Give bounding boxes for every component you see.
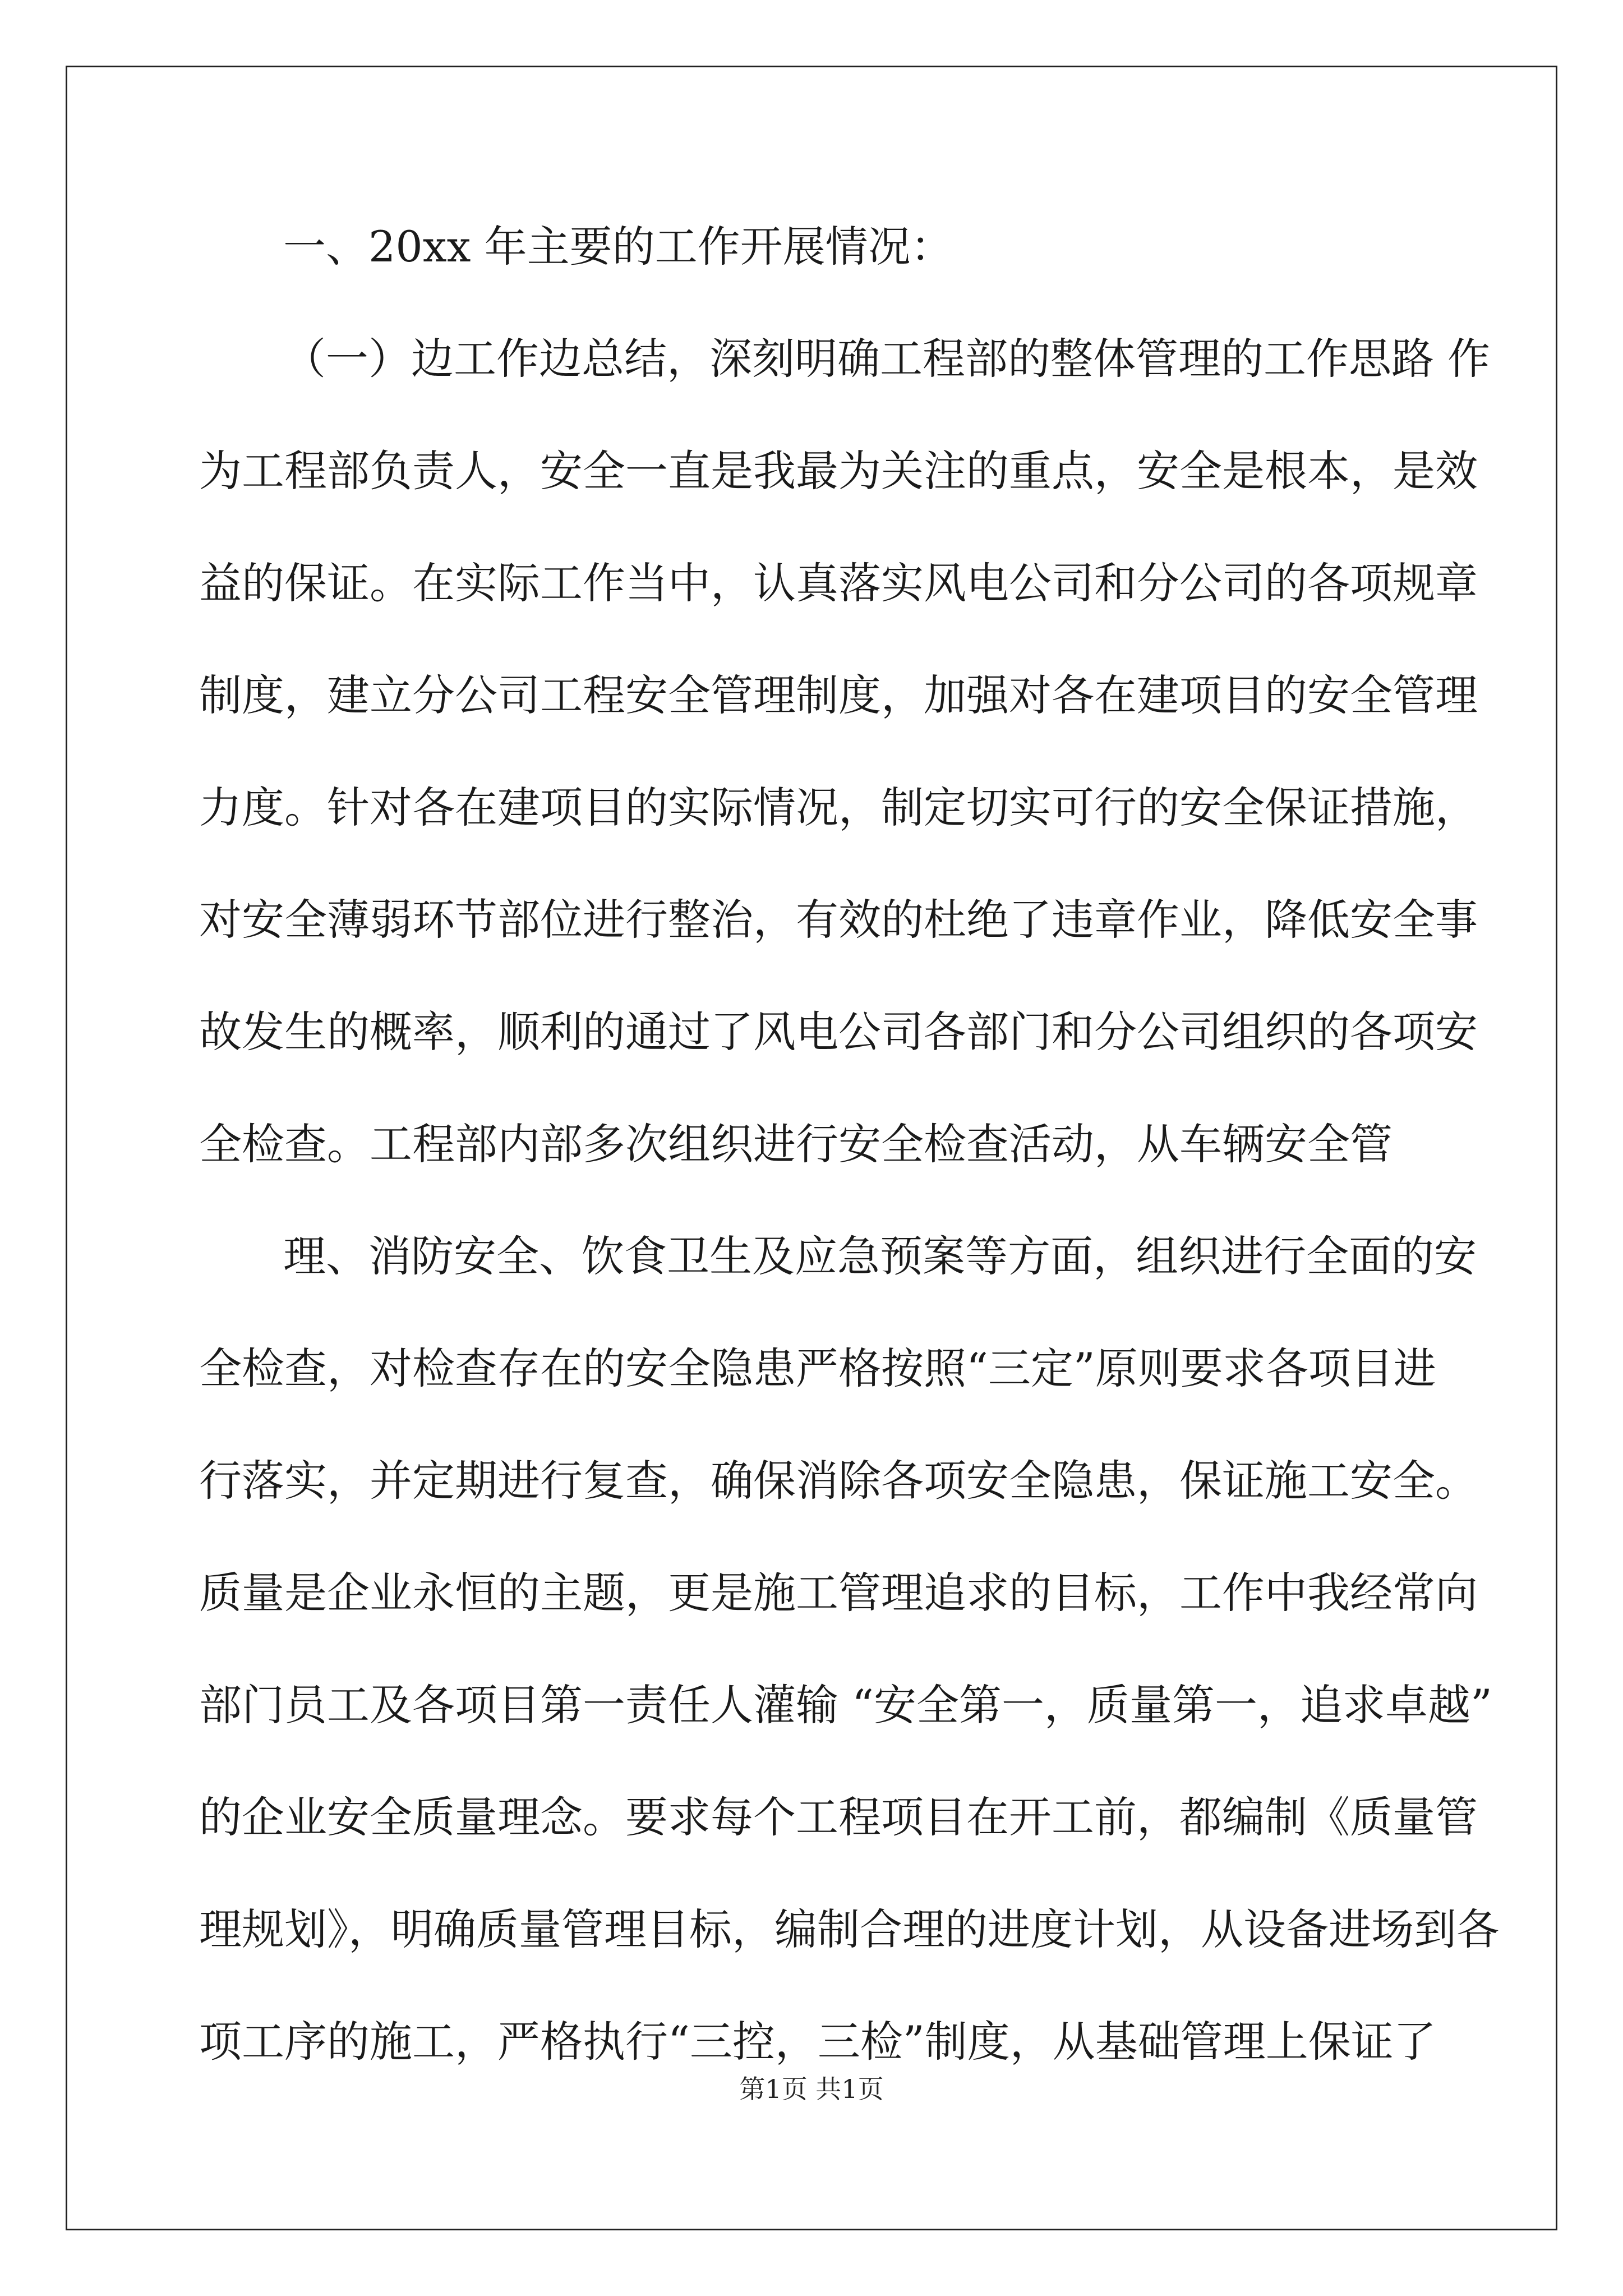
paragraph-line: 部门员工及各项目第一责任人灌输 “安全第一，质量第一，追求卓越” bbox=[199, 1680, 1492, 1730]
paragraph-line: 理规划》，明确质量管理目标，编制合理的进度计划，从设备进场到各 bbox=[199, 1904, 1499, 1954]
paragraph-line: 为工程部负责人，安全一直是我最为关注的重点，安全是根本，是效 bbox=[199, 446, 1478, 496]
paragraph-line: 的企业安全质量理念。要求每个工程项目在开工前，都编制《质量管 bbox=[199, 1792, 1478, 1842]
paragraph-line: 质量是企业永恒的主题，更是施工管理追求的目标，工作中我经常向 bbox=[199, 1568, 1478, 1618]
section-heading: 一、20xx 年主要的工作开展情况： bbox=[283, 222, 953, 272]
paragraph-line: 项工序的施工，严格执行“三控，三检”制度，从基础管理上保证了 bbox=[199, 2017, 1436, 2067]
paragraph-line: 故发生的概率，顺利的通过了风电公司各部门和分公司组织的各项安 bbox=[199, 1007, 1478, 1057]
paragraph-line: 理、消防安全、饮食卫生及应急预案等方面，组织进行全面的安 bbox=[283, 1231, 1477, 1281]
paragraph-line: 制度，建立分公司工程安全管理制度，加强对各在建项目的安全管理 bbox=[199, 670, 1478, 720]
paragraph-line: 全检查。工程部内部多次组织进行安全检查活动，从车辆安全管 bbox=[199, 1119, 1393, 1169]
paragraph-line: 力度。针对各在建项目的实际情况，制定切实可行的安全保证措施， bbox=[199, 783, 1478, 832]
paragraph-line: 行落实，并定期进行复查，确保消除各项安全隐患，保证施工安全。 bbox=[199, 1456, 1478, 1506]
paragraph-line: 全检查，对检查存在的安全隐患严格按照“三定”原则要求各项目进 bbox=[199, 1343, 1436, 1393]
page-footer: 第1页 共1页 bbox=[739, 2074, 884, 2104]
paragraph-line: 对安全薄弱环节部位进行整治，有效的杜绝了违章作业，降低安全事 bbox=[199, 895, 1478, 945]
paragraph-line: 益的保证。在实际工作当中，认真落实风电公司和分公司的各项规章 bbox=[199, 558, 1478, 608]
subsection-heading: （一）边工作边总结，深刻明确工程部的整体管理的工作思路 作 bbox=[283, 334, 1491, 384]
